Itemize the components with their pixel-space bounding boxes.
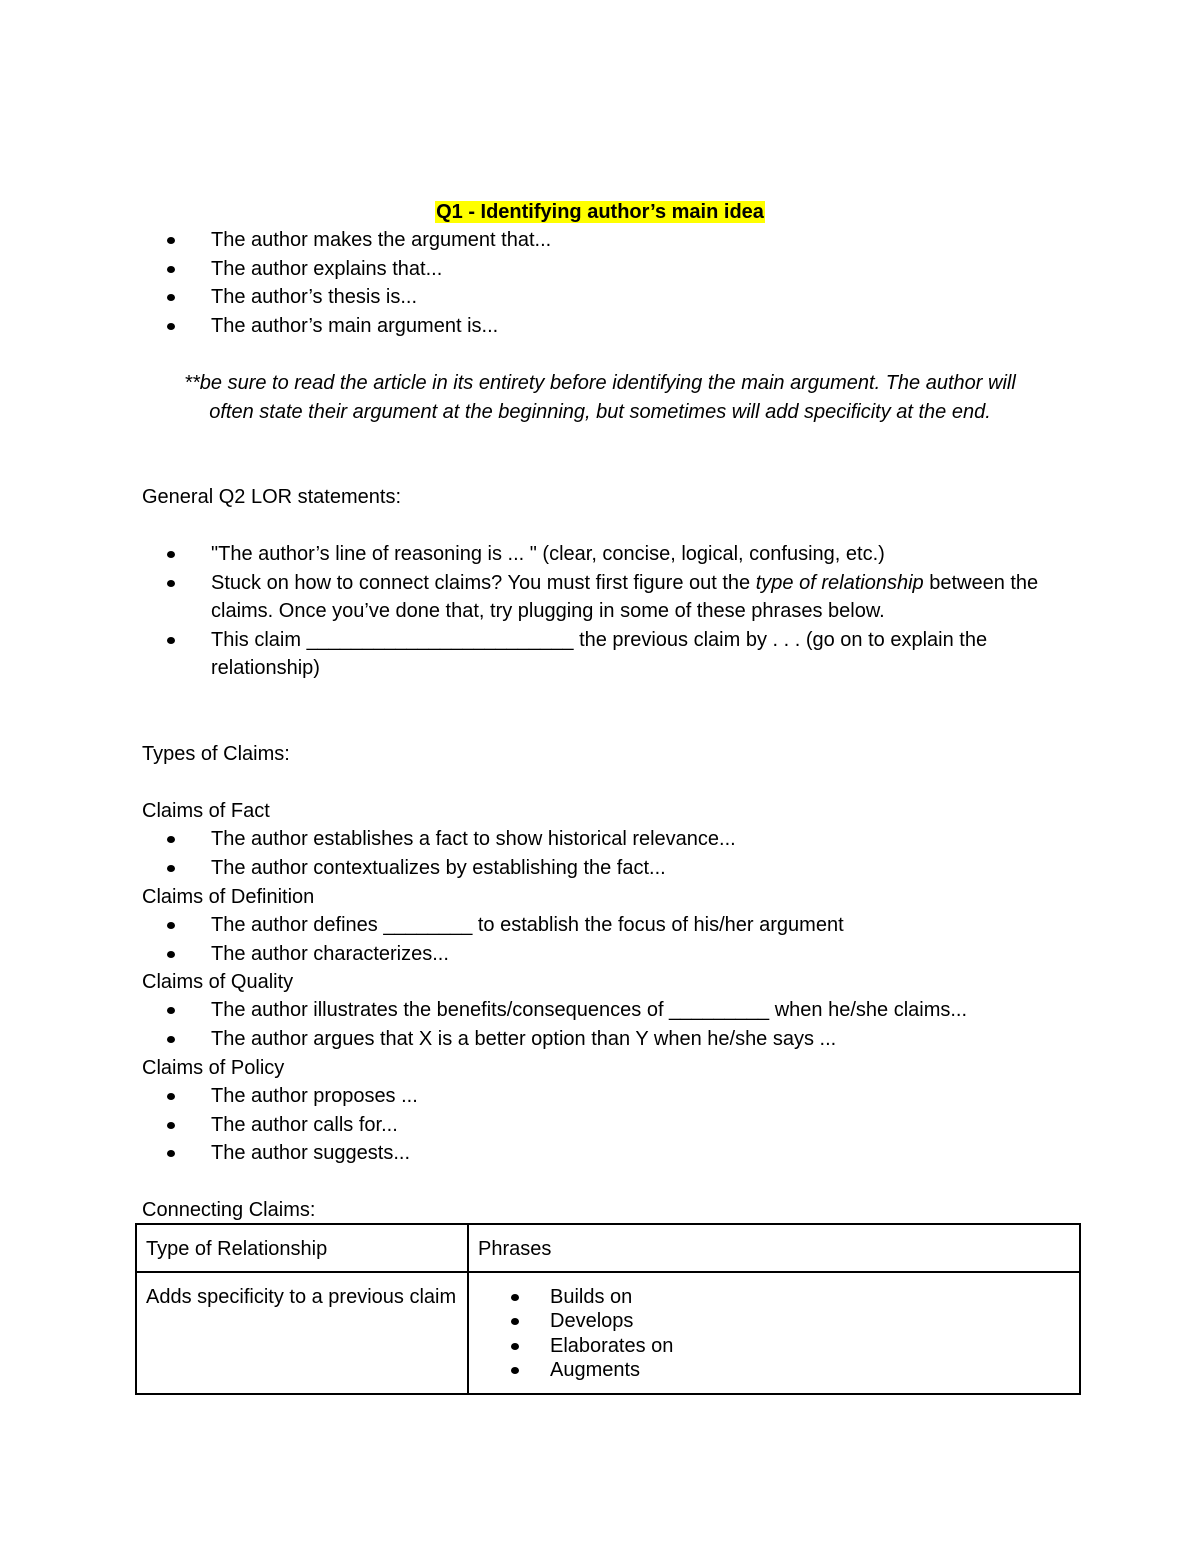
bullet-icon [511, 1367, 519, 1374]
q1-note [140, 369, 1060, 426]
bullet-icon [167, 1150, 175, 1157]
bullet-icon [167, 951, 175, 958]
bullet-icon [167, 1093, 175, 1100]
bullet-icon [167, 637, 175, 644]
bullet-icon [167, 323, 175, 330]
list-item: The author establishes a fact to show historical relevance... [0, 825, 736, 854]
list-item: The author’s thesis is... [0, 283, 551, 312]
claims-policy-label: Claims of Policy [142, 1057, 285, 1079]
bullet-icon [167, 580, 175, 587]
q1-title [0, 198, 1200, 226]
q1-note-line1: **be sure to read the article in its entirety before identifying the main argument. The author will [184, 372, 1016, 394]
q2-heading: General Q2 LOR statements: [142, 486, 402, 508]
claims-definition-list [0, 911, 844, 968]
list-item: Elaborates on [478, 1334, 1071, 1358]
list-item: The author argues that X is a better option than Y when he/she says ... [0, 1025, 967, 1054]
table-header-row [136, 1224, 1080, 1272]
bullet-icon [167, 1122, 175, 1129]
bullet-icon [167, 294, 175, 301]
list-item: This claim ________________________ the previous claim by . . . (go on to explain the relationship) [0, 626, 1041, 683]
table-cell: Adds specificity to a previous claim [136, 1272, 468, 1394]
bullet-icon [167, 865, 175, 872]
list-item: The author contextualizes by establishing the fact... [0, 854, 736, 883]
list-item: "The author’s line of reasoning is ... " (clear, concise, logical, confusing, etc.) [0, 540, 1041, 569]
list-item: The author illustrates the benefits/consequences of _________ when he/she claims... [0, 996, 967, 1025]
phrases-list [478, 1285, 1071, 1383]
q1-title-highlight: Q1 - Identifying author’s main idea [436, 201, 764, 223]
list-item: Develops [478, 1309, 1071, 1333]
list-item: Augments [478, 1358, 1071, 1382]
connecting-claims-table [135, 1223, 1081, 1395]
list-item: Stuck on how to connect claims? You must first figure out the type of relationship between the claims. Once you’ve done that, try plugging in some of these phrases below. [0, 569, 1041, 626]
bullet-icon [167, 266, 175, 273]
list-item: The author makes the argument that... [0, 226, 551, 255]
list-item: Builds on [478, 1285, 1071, 1309]
claims-definition-label: Claims of Definition [142, 886, 315, 908]
claims-fact-list [0, 825, 736, 882]
types-heading: Types of Claims: [142, 743, 290, 765]
list-item: The author suggests... [0, 1139, 418, 1168]
emphasis-text: type of relationship [755, 571, 924, 594]
claims-policy-list [0, 1082, 418, 1168]
bullet-icon [167, 836, 175, 843]
table-cell [468, 1272, 1080, 1394]
table-header-cell: Phrases [468, 1224, 1080, 1272]
bullet-icon [167, 922, 175, 929]
claims-fact-label: Claims of Fact [142, 800, 270, 822]
table-row [136, 1272, 1080, 1394]
bullet-icon [511, 1294, 519, 1301]
list-item: The author characterizes... [0, 940, 844, 969]
connecting-heading: Connecting Claims: [142, 1199, 316, 1221]
list-item: The author explains that... [0, 255, 551, 284]
q2-list [0, 540, 1041, 683]
bullet-icon [167, 237, 175, 244]
claims-quality-label: Claims of Quality [142, 971, 294, 993]
list-item: The author defines ________ to establish the focus of his/her argument [0, 911, 844, 940]
list-item: The author’s main argument is... [0, 312, 551, 341]
table-header-cell: Type of Relationship [136, 1224, 468, 1272]
bullet-icon [511, 1318, 519, 1325]
q1-note-line2: often state their argument at the beginning, but sometimes will add specificity at the end. [209, 400, 991, 423]
q1-list [0, 226, 551, 340]
list-item: The author proposes ... [0, 1082, 418, 1111]
list-item: The author calls for... [0, 1111, 418, 1140]
bullet-icon [167, 1007, 175, 1014]
bullet-icon [167, 551, 175, 558]
bullet-icon [167, 1036, 175, 1043]
bullet-icon [511, 1343, 519, 1350]
claims-quality-list [0, 996, 967, 1053]
